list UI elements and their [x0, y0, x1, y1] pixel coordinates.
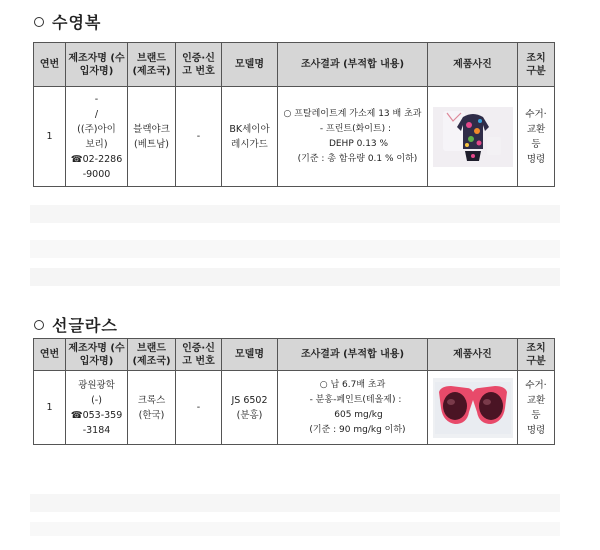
header-model: 모델명 — [222, 339, 278, 371]
header-action: 조치 구분 — [518, 43, 555, 87]
model-line: 레시가드 — [231, 138, 268, 150]
bullet-icon — [34, 17, 44, 27]
cell-action — [518, 371, 555, 445]
header-cert: 인증·신고 번호 — [176, 339, 222, 371]
action-line: 교환 — [526, 123, 546, 135]
header-cert: 인증·신고 번호 — [176, 43, 222, 87]
cell-maker — [66, 87, 128, 187]
cell-no: 1 — [34, 87, 66, 187]
cell-photo — [428, 87, 518, 187]
swimwear-illustration — [433, 107, 513, 167]
result-line: 605 mg/kg — [334, 409, 383, 420]
section-title-text: 수영복 — [52, 13, 102, 32]
brand-name: 블랙야크 — [133, 123, 170, 135]
maker-line: ((주)아이 — [77, 123, 116, 135]
cell-no: 1 — [34, 371, 66, 445]
faded-row — [30, 240, 560, 258]
section-title-sunglasses — [34, 313, 118, 336]
maker-phone: -3184 — [82, 424, 111, 436]
cell-cert: - — [176, 87, 222, 187]
recall-table-swimwear — [33, 42, 555, 187]
maker-line: - — [94, 93, 99, 105]
section-title-swimwear — [34, 10, 101, 33]
cell-result — [278, 371, 428, 445]
cell-brand — [128, 87, 176, 187]
header-maker: 제조자명 (수입자명) — [66, 43, 128, 87]
action-line: 명령 — [526, 153, 546, 165]
result-line: (기준 : 90 mg/kg 이하) — [309, 424, 406, 435]
action-line: 교환 — [526, 394, 546, 406]
result-line: - 프린트(화이트) : — [319, 123, 392, 134]
maker-line: (-) — [91, 394, 102, 406]
header-result: 조사결과 (부적합 내용) — [278, 43, 428, 87]
maker-line: 광원광학 — [78, 379, 115, 391]
action-line: 수거· — [525, 379, 547, 391]
cell-action — [518, 87, 555, 187]
action-line: 등 — [531, 409, 541, 421]
cell-photo — [428, 371, 518, 445]
header-maker: 제조자명 (수입자명) — [66, 339, 128, 371]
faded-row — [30, 494, 560, 512]
header-brand: 브랜드 (제조국) — [128, 339, 176, 371]
header-photo: 제품사진 — [428, 43, 518, 87]
model-line: (분홍) — [236, 409, 263, 421]
maker-phone: -9000 — [82, 168, 111, 180]
result-line: DEHP 0.13 % — [328, 138, 389, 149]
swimwear-photo — [433, 107, 513, 167]
faded-row — [30, 205, 560, 223]
faded-row — [30, 268, 560, 286]
header-photo: 제품사진 — [428, 339, 518, 371]
table-header-row — [34, 339, 555, 371]
header-no: 연번 — [34, 339, 66, 371]
cell-maker — [66, 371, 128, 445]
result-line: (기준 : 총 함유량 0.1 % 이하) — [297, 153, 418, 164]
result-line: - 분홍-페인트(테올제) : — [309, 394, 402, 405]
table-row — [34, 371, 555, 445]
model-line: JS 6502 — [231, 394, 268, 406]
cell-cert: - — [176, 371, 222, 445]
cell-model — [222, 87, 278, 187]
sunglasses-illustration — [433, 378, 513, 438]
result-line: ○ 프탈레이트계 가소제 13 배 초과 — [283, 108, 422, 119]
cell-result — [278, 87, 428, 187]
faded-row — [30, 522, 560, 536]
action-line: 등 — [531, 138, 541, 150]
header-model: 모델명 — [222, 43, 278, 87]
recall-table-sunglasses — [33, 338, 555, 445]
model-line: BK세이아 — [229, 123, 270, 135]
section-title-text: 선글라스 — [52, 316, 118, 335]
header-result: 조사결과 (부적합 내용) — [278, 339, 428, 371]
table-row — [34, 87, 555, 187]
maker-line: 보리) — [85, 138, 108, 150]
brand-country: (베트남) — [134, 138, 169, 150]
bullet-icon — [34, 320, 44, 330]
sunglasses-photo — [433, 378, 513, 438]
maker-phone: ☎02-2286 — [70, 153, 123, 165]
cell-model — [222, 371, 278, 445]
maker-line: / — [94, 108, 99, 120]
action-line: 명령 — [526, 424, 546, 436]
action-line: 수거· — [525, 108, 547, 120]
brand-country: (한국) — [138, 409, 165, 421]
header-brand: 브랜드 (제조국) — [128, 43, 176, 87]
header-action: 조치 구분 — [518, 339, 555, 371]
cell-brand — [128, 371, 176, 445]
table-header-row — [34, 43, 555, 87]
result-line: ○ 납 6.7배 초과 — [319, 379, 386, 390]
header-no: 연번 — [34, 43, 66, 87]
brand-name: 크록스 — [137, 394, 166, 406]
maker-phone: ☎053-359 — [70, 409, 123, 421]
